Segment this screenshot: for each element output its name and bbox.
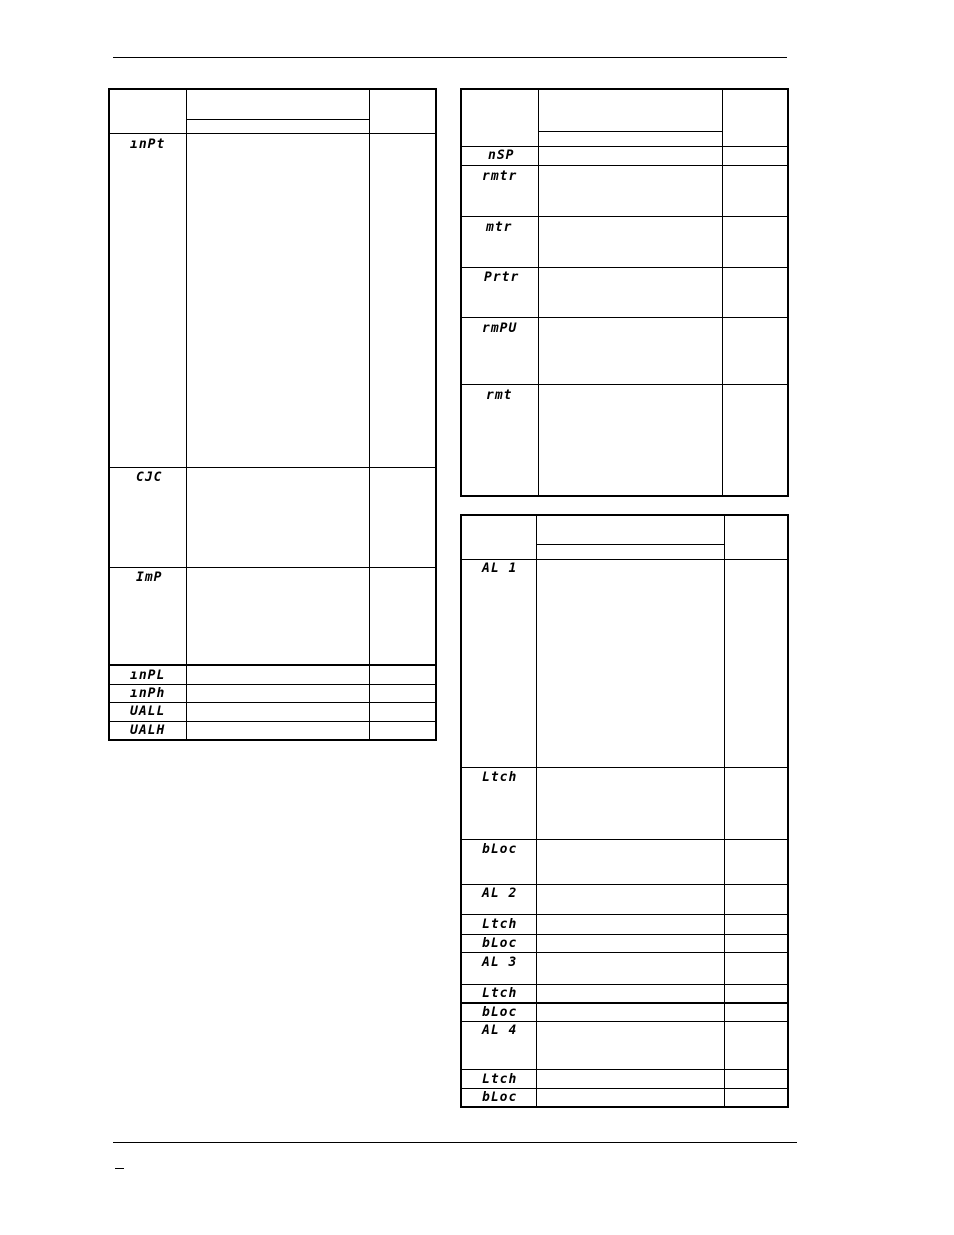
param-code-block-1: bLoc — [482, 842, 518, 857]
param-code-remote: rmt — [486, 388, 513, 403]
param-code-latch-1: Ltch — [482, 770, 518, 785]
param-code-latch-3: Ltch — [482, 986, 518, 1001]
footer-rule — [113, 1142, 797, 1143]
param-code-manual-trim: mtr — [486, 220, 513, 235]
param-code-value-high: UALH — [130, 723, 166, 738]
param-code-cjc: CJC — [136, 470, 163, 485]
param-code-latch-2: Ltch — [482, 917, 518, 932]
setpoint-parameters-table — [460, 88, 789, 497]
param-code-program-trim: Prtr — [484, 270, 520, 285]
param-code-latch-4: Ltch — [482, 1072, 518, 1087]
param-code-input-low: ınPL — [130, 668, 166, 683]
param-code-block-3: bLoc — [482, 1005, 518, 1020]
param-code-input-type: ınPt — [130, 137, 166, 152]
param-code-block-2: bLoc — [482, 936, 518, 951]
param-code-input-high: ınPh — [130, 686, 166, 701]
page-number-mark — [115, 1168, 124, 1169]
param-code-block-4: bLoc — [482, 1090, 518, 1105]
param-code-alarm-4: AL 4 — [482, 1023, 518, 1038]
param-code-alarm-1: AL 1 — [482, 561, 518, 576]
header-rule — [113, 57, 787, 58]
param-code-value-low: UALL — [130, 704, 166, 719]
param-code-ramp-units: rmPU — [482, 321, 518, 336]
param-code-number-setpoints: nSP — [488, 148, 515, 163]
param-code-impedance: ImP — [136, 570, 163, 585]
input-parameters-table — [108, 88, 437, 741]
param-code-remote-trim: rmtr — [482, 169, 518, 184]
alarm-parameters-table — [460, 514, 789, 1108]
param-code-alarm-2: AL 2 — [482, 886, 518, 901]
param-code-alarm-3: AL 3 — [482, 955, 518, 970]
